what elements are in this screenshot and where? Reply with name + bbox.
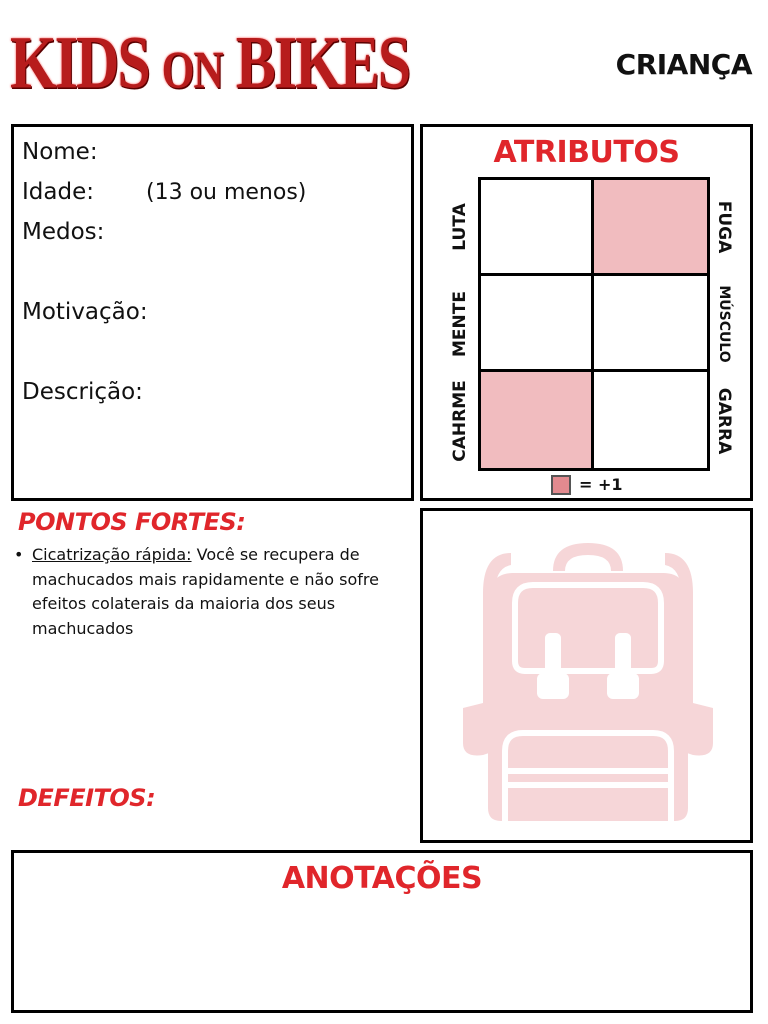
attr-cell-charme[interactable] bbox=[481, 372, 594, 468]
attr-label-musculo: MÚSCULO bbox=[716, 285, 732, 363]
logo-word-on: ON bbox=[161, 42, 223, 100]
attributes-title: ATRIBUTOS bbox=[493, 135, 680, 170]
attr-label-fuga: FUGA bbox=[714, 200, 734, 254]
strengths-title: PONTOS FORTES: bbox=[18, 508, 246, 536]
strength-item bbox=[14, 543, 409, 641]
character-type-label: CRIANÇA bbox=[615, 48, 752, 81]
attr-label-mente: MENTE bbox=[450, 291, 470, 357]
attr-cell-mente[interactable] bbox=[481, 276, 594, 372]
kids-on-bikes-logo bbox=[10, 18, 410, 110]
attr-label-garra: GARRA bbox=[714, 387, 734, 455]
defects-title: DEFEITOS: bbox=[18, 784, 156, 812]
fears-label: Medos: bbox=[22, 219, 105, 245]
attr-cell-luta[interactable] bbox=[481, 180, 594, 276]
notes-box[interactable] bbox=[11, 850, 753, 1013]
logo-word-bikes: BIKES bbox=[235, 21, 410, 104]
attributes-box bbox=[420, 124, 753, 501]
attr-label-charme: CAHRME bbox=[450, 380, 470, 462]
legend-swatch bbox=[551, 475, 571, 495]
strength-text: Você se recupera de machucados mais rapidamente e não sofre efeitos colaterais da maioria dos seus machucados bbox=[32, 545, 379, 638]
age-note: (13 ou menos) bbox=[146, 180, 307, 205]
attr-cell-fuga[interactable] bbox=[594, 180, 707, 276]
strengths-list bbox=[14, 543, 409, 641]
attr-label-luta: LUTA bbox=[450, 203, 470, 251]
attr-cell-musculo[interactable] bbox=[594, 276, 707, 372]
attr-cell-garra[interactable] bbox=[594, 372, 707, 468]
strength-name: Cicatrização rápida: bbox=[32, 545, 192, 564]
notes-title: ANOTAÇÕES bbox=[281, 861, 483, 896]
attributes-grid bbox=[478, 177, 710, 471]
name-label: Nome: bbox=[22, 139, 98, 165]
bullet-icon: • bbox=[14, 545, 24, 564]
logo-word-kids: KIDS bbox=[10, 21, 149, 104]
character-info-box bbox=[11, 124, 414, 501]
description-label: Descrição: bbox=[22, 379, 143, 405]
backpack-box bbox=[420, 508, 753, 843]
age-label: Idade: bbox=[22, 179, 94, 205]
motivation-label: Motivação: bbox=[22, 299, 148, 325]
legend-text: = +1 bbox=[579, 475, 623, 494]
backpack-icon bbox=[453, 533, 723, 823]
